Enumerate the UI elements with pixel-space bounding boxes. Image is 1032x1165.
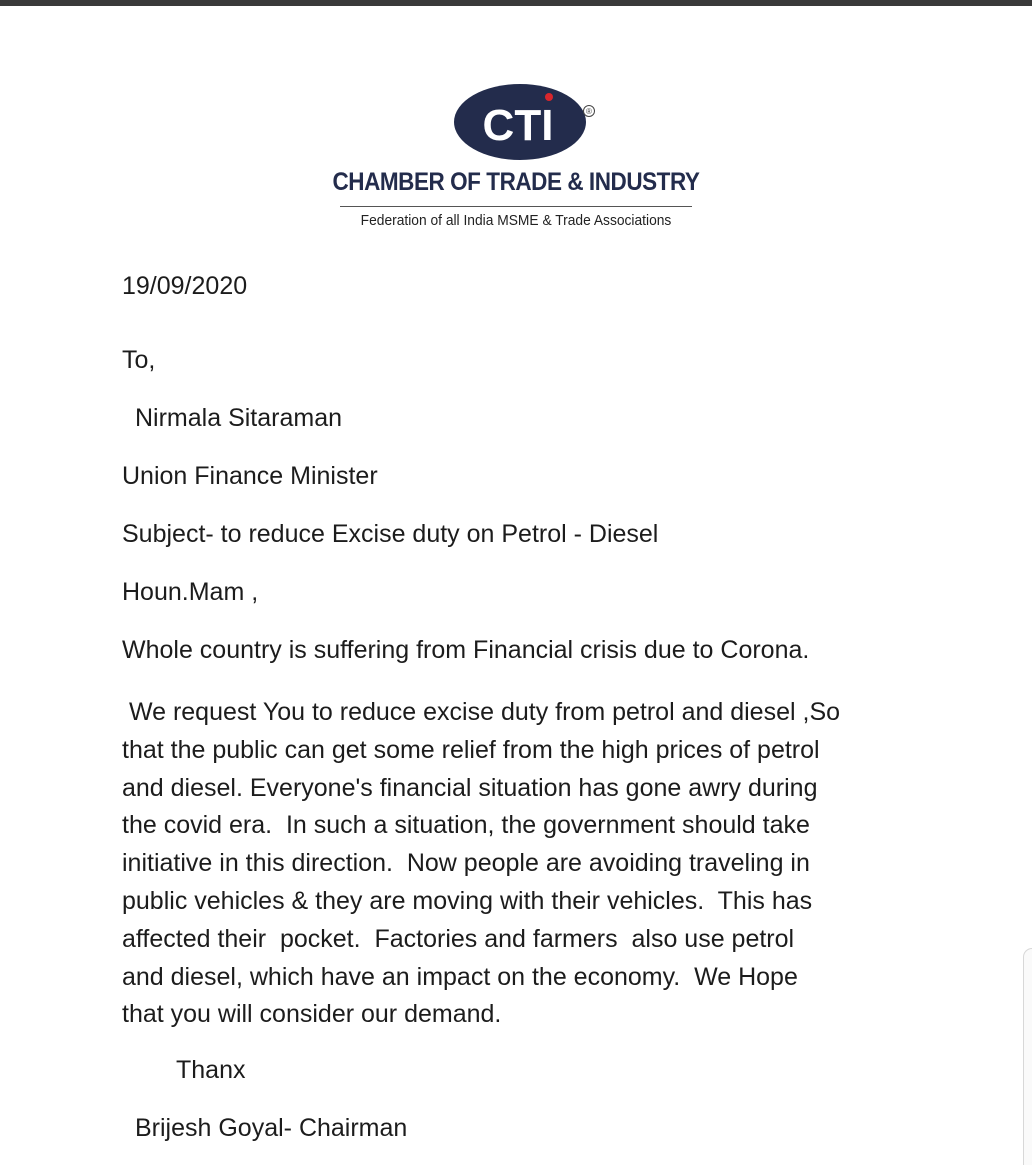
recipient-name: Nirmala Sitaraman: [135, 404, 343, 432]
body-paragraph: [122, 694, 922, 1034]
recipient-title: Union Finance Minister: [122, 462, 378, 490]
logo-text: CTI: [482, 101, 554, 150]
greeting: Houn.Mam ,: [122, 578, 259, 606]
page-edge-handle[interactable]: [1023, 948, 1032, 1165]
body-line: that the public can get some relief from the high prices of petrol: [122, 735, 820, 764]
organization-name: CHAMBER OF TRADE & INDUSTRY: [332, 168, 700, 196]
body-line: affected their pocket. Factories and farmers also use petrol: [122, 924, 795, 953]
body-line: We request You to reduce excise duty from petrol and diesel ,So: [122, 698, 841, 726]
body-line: that you will consider our demand.: [122, 1000, 502, 1029]
signature: Brijesh Goyal- Chairman: [135, 1114, 408, 1142]
registered-mark: ®: [586, 107, 592, 116]
closing: Thanx: [176, 1056, 246, 1084]
body-line: and diesel. Everyone's financial situation has gone awry during: [122, 773, 818, 802]
salutation-to: To,: [122, 346, 156, 374]
intro-paragraph: Whole country is suffering from Financial crisis due to Corona.: [122, 636, 810, 664]
letter-date: 19/09/2020: [122, 272, 248, 300]
cti-logo: [452, 80, 602, 162]
organization-tagline: Federation of all India MSME & Trade Associations: [360, 212, 672, 229]
letter-subject: Subject- to reduce Excise duty on Petrol - Diesel: [122, 520, 659, 548]
top-edge-bar: [0, 0, 1032, 6]
body-line: the covid era. In such a situation, the government should take: [122, 811, 810, 840]
letterhead-divider: [340, 206, 692, 207]
body-line: initiative in this direction. Now people are avoiding traveling in: [122, 849, 810, 878]
body-line: public vehicles & they are moving with their vehicles. This has: [122, 886, 813, 915]
logo-dot: [545, 93, 553, 101]
body-line: and diesel, which have an impact on the economy. We Hope: [122, 962, 798, 991]
